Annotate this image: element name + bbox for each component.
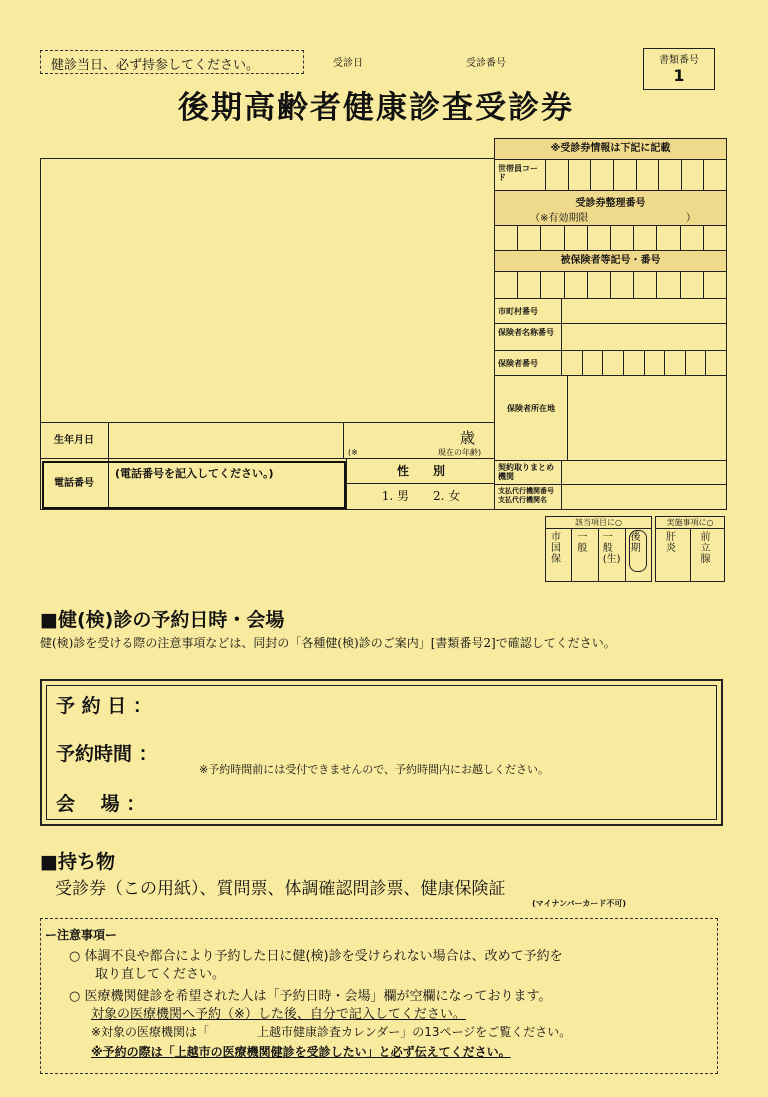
check-item-ippan[interactable]: 一般 bbox=[572, 529, 598, 581]
sex-options[interactable]: 1. 男 2. 女 bbox=[346, 484, 495, 509]
implemented-box bbox=[655, 516, 725, 582]
check-item-ippan-sei[interactable]: 一般(生) bbox=[599, 529, 626, 581]
cautions-box bbox=[40, 918, 718, 1074]
address-area bbox=[42, 160, 493, 422]
applicable-label: 該当項目に○ bbox=[546, 517, 651, 529]
check-item-shikokuho[interactable]: 市国保 bbox=[546, 529, 572, 581]
notice-text: 健診当日、必ず持参してください。 bbox=[51, 58, 260, 73]
cautions-heading: ー注意事項ー bbox=[45, 928, 118, 942]
insurer-number-label: 保険者番号 bbox=[495, 351, 562, 375]
phone-label: 電話番号 bbox=[40, 459, 109, 509]
household-code-cells[interactable] bbox=[546, 160, 726, 190]
circle-mark bbox=[629, 530, 647, 572]
contract-label: 契約取りまとめ機関 bbox=[495, 461, 562, 484]
reservation-heading: ■健(検)診の予約日時・会場 bbox=[40, 609, 285, 631]
info-panel bbox=[494, 138, 727, 510]
insured-number-cells[interactable] bbox=[495, 272, 726, 299]
reservation-venue-label: 会 場 ： bbox=[56, 793, 146, 815]
reservation-time-note: ※予約時間前には受付できませんので、予約時間内にお越しください。 bbox=[199, 763, 549, 776]
check-item-kouki-label: 後期 bbox=[630, 532, 641, 554]
applicable-box bbox=[545, 516, 652, 582]
reservation-box bbox=[40, 679, 723, 826]
impl-item-kanen[interactable]: 肝炎 bbox=[656, 529, 691, 581]
caution-line-5: ※予約の際は「上越市の医療機関健診を受診したい」と必ず伝えてください。 bbox=[91, 1045, 511, 1059]
municipality-number-field[interactable] bbox=[562, 299, 726, 323]
caution-line-4: ※対象の医療機関は「 上越市健康診査カレンダー」の13ページをご覧ください。 bbox=[91, 1025, 572, 1039]
municipality-number-label: 市町村番号 bbox=[495, 299, 562, 323]
age-unit: 歳 bbox=[460, 429, 476, 447]
age-note-left: (※ bbox=[348, 448, 358, 457]
belongings-items: 受診券（この用紙）、質問票、体調確認問診票、健康保険証 bbox=[55, 879, 506, 899]
ticket-number-label: 受診券整理番号 bbox=[575, 198, 646, 209]
insurer-location-label: 保険者所在地 bbox=[495, 376, 568, 460]
belongings-heading: ■持ち物 bbox=[40, 851, 115, 873]
impl-item-zenritsusen[interactable]: 前立腺 bbox=[700, 532, 711, 565]
reservation-time-label: 予約時間 ： bbox=[56, 743, 158, 765]
validity-label: （※有効期限 bbox=[530, 213, 589, 224]
phone-row bbox=[40, 458, 494, 509]
reservation-date-label: 予 約 日 ： bbox=[56, 695, 152, 717]
insurer-name-label: 保険者名称番号 bbox=[495, 324, 562, 350]
reservation-intro: 健(検)診を受ける際の注意事項などは、同封の「各種健(検)診のご案内」[書類番号2]で確認してください。 bbox=[40, 636, 616, 650]
caution-line-2: ○ 医療機関健診を希望された人は「予約日時・会場」欄が空欄になっております。 bbox=[69, 989, 552, 1004]
ticket-number-cells[interactable] bbox=[495, 226, 726, 251]
birthday-field[interactable] bbox=[109, 423, 344, 459]
page-title: 後期高齢者健康診査受診券 bbox=[178, 90, 574, 126]
insurer-name-field[interactable] bbox=[562, 324, 726, 350]
insurer-location-field[interactable] bbox=[568, 376, 726, 460]
implemented-label: 実施事項に○ bbox=[656, 517, 724, 529]
caution-line-1b: 取り直してください。 bbox=[95, 967, 226, 982]
doc-number-value: 1 bbox=[673, 66, 685, 85]
phone-hint: (電話番号を記入してください。) bbox=[115, 467, 274, 480]
doc-number-label: 書類番号 bbox=[659, 55, 699, 66]
notice-box bbox=[40, 50, 304, 74]
payment-name-label: 支払代行機関名 bbox=[498, 496, 547, 504]
payment-number-label: 支払代行機関番号 bbox=[498, 487, 554, 495]
age-note-right: 現在の年齢) bbox=[438, 448, 482, 457]
caution-line-1a: ○ 体調不良や都合により予約した日に健(検)診を受けられない場合は、改めて予約を bbox=[69, 949, 563, 964]
belongings-note: (マイナンバーカード不可) bbox=[532, 899, 627, 908]
birthday-label: 生年月日 bbox=[40, 423, 109, 459]
caution-line-3: 対象の医療機関へ予約（※）した後、自分で記入してください。 bbox=[91, 1007, 466, 1022]
payment-labels bbox=[495, 485, 562, 509]
insurer-number-cells[interactable] bbox=[562, 351, 726, 375]
doc-number-box bbox=[643, 48, 715, 90]
household-code-label: 世帯員コード bbox=[495, 160, 546, 190]
insured-number-label: 被保険者等記号・番号 bbox=[495, 251, 726, 272]
validity-close: ） bbox=[686, 213, 696, 224]
exam-number-label: 受診番号 bbox=[466, 58, 506, 69]
info-heading: ※受診券情報は下記に記載 bbox=[495, 139, 726, 160]
birthday-row bbox=[40, 422, 494, 459]
sex-label: 性 別 bbox=[346, 459, 495, 484]
payment-field[interactable] bbox=[562, 485, 726, 509]
exam-date-label: 受診日 bbox=[333, 58, 363, 69]
contract-field[interactable] bbox=[562, 461, 726, 484]
check-item-kouki[interactable] bbox=[626, 529, 651, 581]
